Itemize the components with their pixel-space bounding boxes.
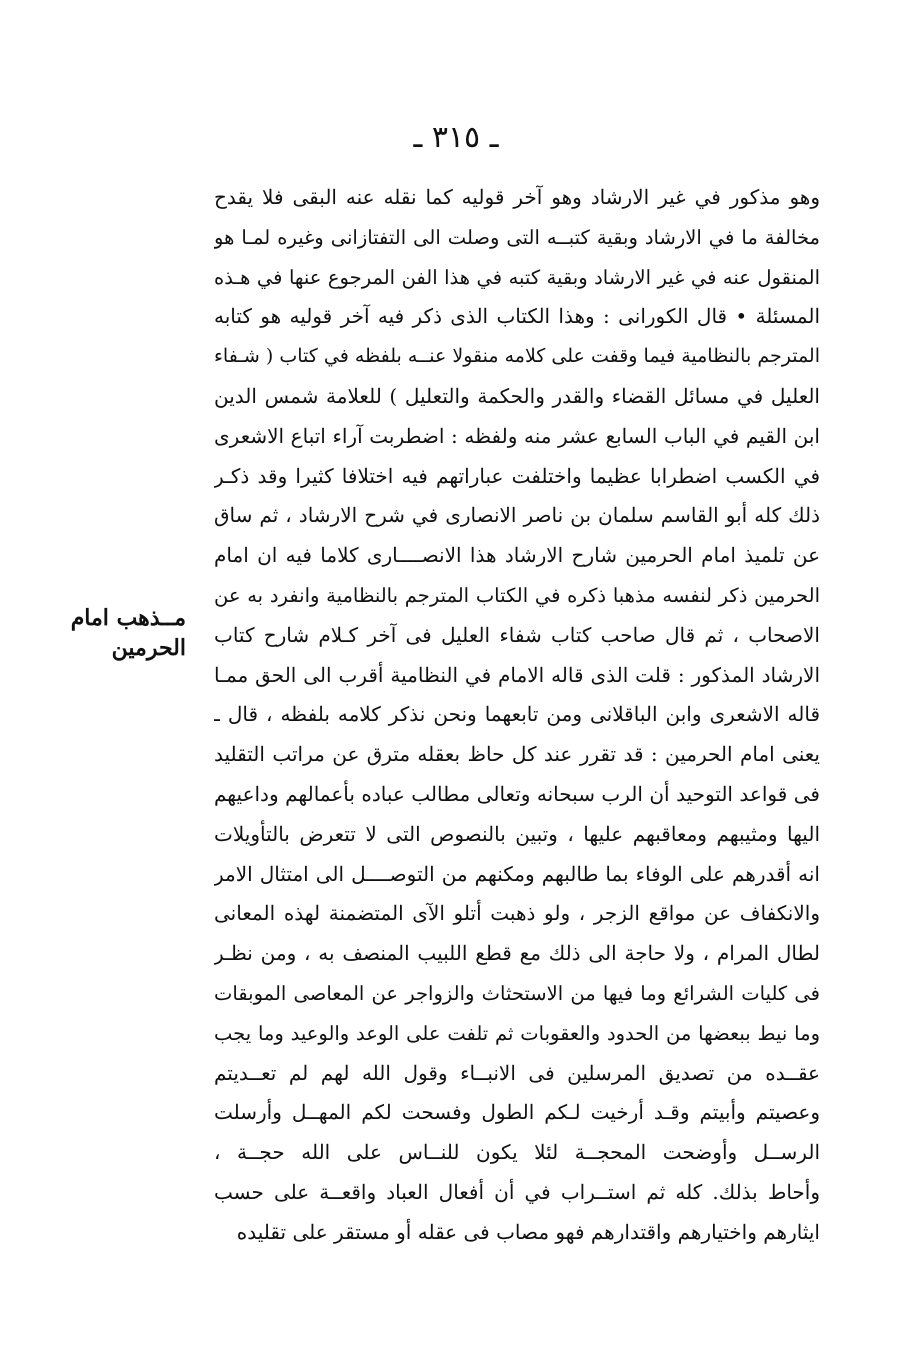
text-line: مخالفة ما في الارشاد وبقية كتبــه التى وصلت الى التفتازانى وغيره لمـا هو [214,225,820,249]
text-line: الحرمين ذكر لنفسه مذهبا ذكره في الكتاب المترجم بالنظامية وانفرد به عن [214,583,820,607]
text-line: المسئلة • قال الكورانى : وهذا الكتاب الذى ذكر فيه آخر قوليه هو كتابه [214,304,820,329]
text-line: المترجم بالنظامية فيما وقفت على كلامه منقولا عنــه بلفظه في كتاب ( شـفاء [214,345,820,368]
page-number: ـ ٣١٥ ـ [413,120,499,155]
text-line: والانكفاف عن مواقع الزجر ، ولو ذهبت أتلو الآى المتضمنة لهذه المعانى [214,901,820,926]
text-line: فى قواعد التوحيد أن الرب سبحانه وتعالى مطالب عباده بأعمالهم وداعيهم [214,781,820,806]
text-line: المنقول عنه في غير الارشاد وبقية كتبه في هذا الفن المرجوع عنها في هـذه [214,265,820,289]
text-line: انه أقدرهم على الوفاء بما طالبهم ومكنهم من التوصــــل الى امتثال الامر [214,861,820,886]
body-text [214,178,820,1253]
text-line: عقــده من تصديق المرسلين فى الانبــاء وقول الله لهم لم تعــديتم [214,1060,820,1085]
text-line: في الكسب اضطرابا عظيما واختلفت عباراتهم فيه اختلافا كثيرا وقد ذكـر [214,463,820,488]
text-line: يعنى امام الحرمين : قد تقرر عند كل حاظ بعقله مترق عن مراتب التقليد [214,742,820,767]
margin-note [34,603,186,663]
text-line: وهو مذكور في غير الارشاد وهو آخر قوليه كما نقله عنه البقى فلا يقدح [214,185,820,209]
text-line: الاصحاب ، ثم قال صاحب كتاب شفاء العليل فى آخر كـلام شارح كتاب [214,622,820,647]
text-line: الارشاد المذكور : قلت الذى قاله الامام في النظامية أقرب الى الحق ممـا [214,662,820,687]
text-line: ذلك كله أبو القاسم سلمان بن ناصر الانصارى في شرح الارشاد ، ثم ساق [214,503,820,528]
text-line: وأحاط بذلك. كله ثم استــراب في أن أفعال العباد واقعــة على حسب [214,1179,820,1204]
text-line: العليل في مسائل القضاء والقدر والحكمة والتعليل ) للعلامة شمس الدين [214,383,820,408]
text-line: وما نيط ببعضها من الحدود والعقوبات ثم تلفت على الوعد والوعيد وما يجب [214,1021,820,1045]
text-line: اليها ومثيبهم ومعاقبهم عليها ، وتبين بالنصوص التى لا تتعرض بالتأويلات [214,821,820,846]
text-line: عن تلميذ امام الحرمين شارح الارشاد هذا الانصــــارى كلاما فيه ان امام [214,543,820,568]
margin-note-line-2: الحرمين [111,635,186,661]
text-line: قاله الاشعرى وابن الباقلانى ومن تابعهما ونحن نذكر كلامه بلفظه ، قال ـ [214,702,820,727]
text-line: ابن القيم في الباب السابع عشر منه ولفظه : اضطربت آراء اتباع الاشعرى [214,423,820,448]
text-line: فى كليات الشرائع وما فيها من الاستحثاث والزواجر عن المعاصى الموبقات [214,981,820,1005]
text-line: ايثارهم واختيارهم واقتدارهم فهو مصاب فى عقله أو مستقر على تقليده [236,1219,820,1244]
text-line: الرســل وأوضحت المحجــة لئلا يكون للنــاس على الله حجــة ، [214,1140,820,1165]
text-line: وعصيتم وأبيتم وقـد أرخيت لـكم الطول وفسحت لكم المهــل وأرسلت [214,1100,820,1125]
text-line: لطال المرام ، ولا حاجة الى ذلك مع قطع اللبيب المنصف به ، ومن نظـر [214,941,820,966]
margin-note-line-1: مــذهب امام [70,605,186,631]
